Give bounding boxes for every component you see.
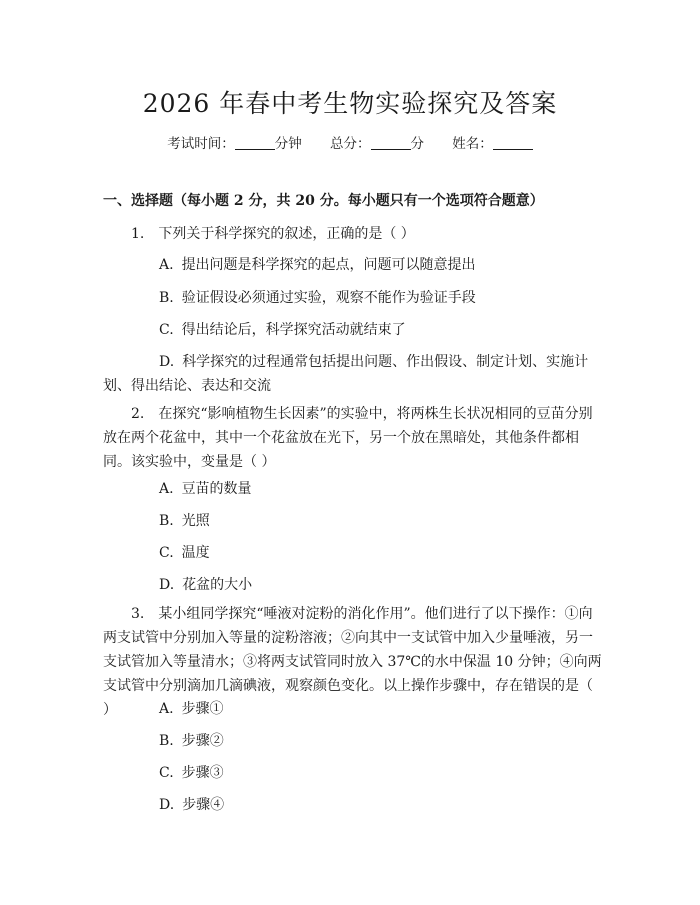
- question-text: 下列关于科学探究的叙述，正确的是（ ）: [158, 226, 415, 242]
- question-2-option-c: [103, 541, 603, 565]
- question-number: 3.: [131, 606, 145, 622]
- option-letter: A.: [159, 481, 174, 497]
- question-2: [103, 402, 603, 474]
- question-3-option-b: [103, 729, 603, 753]
- option-letter: C.: [159, 765, 174, 781]
- option-text: 得出结论后，科学探究活动就结束了: [181, 322, 406, 338]
- score-field: [330, 136, 424, 152]
- score-unit: 分: [410, 136, 424, 152]
- option-letter: B.: [159, 733, 174, 749]
- score-blank: [371, 137, 411, 150]
- question-2-option-d: [103, 573, 603, 597]
- option-text: 提出问题是科学探究的起点，问题可以随意提出: [181, 257, 476, 273]
- option-text: 温度: [181, 545, 210, 561]
- option-text: 步骤②: [181, 733, 224, 749]
- option-text: 步骤①: [181, 701, 224, 717]
- time-label: 考试时间：: [167, 136, 235, 152]
- score-label: 总分：: [330, 136, 371, 152]
- time-field: [167, 136, 302, 152]
- page-title: 2026 年春中考生物实验探究及答案: [142, 89, 558, 118]
- question-2-option-a: [103, 477, 603, 501]
- question-1-option-b: [103, 286, 603, 310]
- name-blank: [493, 137, 533, 150]
- option-letter: C.: [159, 322, 174, 338]
- time-unit: 分钟: [274, 136, 302, 152]
- question-3-option-d: [103, 793, 603, 817]
- question-number: 2.: [131, 406, 145, 422]
- time-blank: [235, 137, 275, 150]
- option-text: 花盆的大小: [182, 577, 253, 593]
- option-letter: A.: [159, 257, 174, 273]
- question-3-option-c: [103, 761, 603, 785]
- name-label: 姓名：: [452, 136, 493, 152]
- option-text: 步骤③: [181, 765, 224, 781]
- section-title: 一、选择题（每小题 2 分，共 20 分。每小题只有一个选项符合题意）: [103, 193, 544, 209]
- question-1-option-c: [103, 318, 603, 342]
- option-text: 光照: [181, 513, 210, 529]
- question-number: 1.: [131, 226, 145, 242]
- option-text: 验证假设必须通过实验，观察不能作为验证手段: [181, 290, 476, 306]
- option-letter: D.: [159, 577, 175, 593]
- question-1: [103, 222, 603, 246]
- question-text: 某小组同学探究“唾液对淀粉的消化作用”。他们进行了以下操作：①向两支试管中分别加入等量的淀粉溶液；②向其中一支试管中加入少量唾液，另一支试管加入等量清水；③将两支试管同时放入 37℃的水中保温 10 分钟；④向两支试管中分别滴加几滴碘液，观察颜色变化。以上操作步骤中，存在错误的是（ ）: [103, 606, 602, 718]
- question-1-option-d: [103, 350, 603, 398]
- option-letter: B.: [159, 513, 174, 529]
- option-text: 科学探究的过程通常包括提出问题、作出假设、制定计划、实施计划、得出结论、表达和交流: [103, 354, 589, 394]
- option-letter: C.: [159, 545, 174, 561]
- question-3-option-a: [103, 697, 603, 721]
- option-letter: A.: [159, 701, 174, 717]
- exam-meta: [0, 132, 700, 152]
- option-letter: D.: [159, 354, 175, 370]
- option-text: 豆苗的数量: [181, 481, 252, 497]
- question-2-option-b: [103, 509, 603, 533]
- option-letter: B.: [159, 290, 174, 306]
- question-text: 在探究“影响植物生长因素”的实验中，将两株生长状况相同的豆苗分别放在两个花盆中，其中一个花盆放在光下，另一个放在黑暗处，其他条件都相同。该实验中，变量是（ ）: [103, 406, 593, 470]
- option-letter: D.: [159, 797, 175, 813]
- question-1-option-a: [103, 253, 603, 277]
- name-field: [452, 136, 533, 152]
- option-text: 步骤④: [182, 797, 225, 813]
